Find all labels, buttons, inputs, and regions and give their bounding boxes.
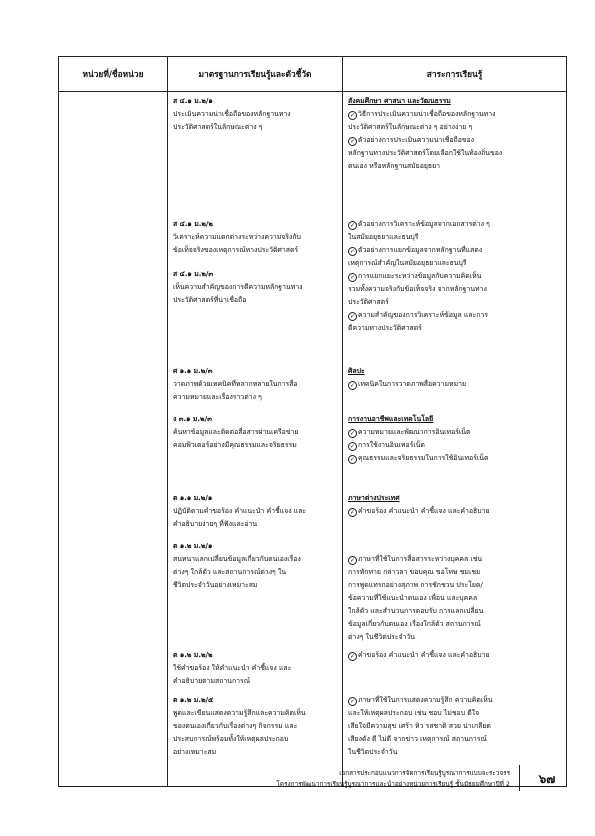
content-group-foreign-language-cont3 <box>348 694 562 759</box>
standard-line: ความหมายและเรื่องราวต่าง ๆ <box>173 393 262 401</box>
unit-cell <box>59 92 168 787</box>
bullet-circle-icon: ✓ <box>349 112 356 119</box>
standard-line: ใช้คำขอร้อง ให้คำแนะนำ คำชี้แจง และ <box>173 664 292 672</box>
standard-code: ต ๑.๒ ม.๒/๕ <box>173 696 214 704</box>
content-heading: สังคมศึกษา ศาสนา และวัฒนธรรม <box>348 97 451 105</box>
bullet-line: ภาษาที่ใช้ในการแสดงความรู้สึก ความคิดเห็น <box>358 696 493 704</box>
footer-line-1: เอกสารประกอบแนวการจัดการเรียนรู้บูรณาการแบบจะระวจรร <box>339 769 510 777</box>
page-footer <box>250 768 510 790</box>
bullet-line: รวมทั้งความจริงกับข้อเท็จจริง จากหลักฐานทาง <box>348 285 487 293</box>
content-group-foreign-language <box>348 492 562 518</box>
standard-line: ประวัติศาสตร์ในลักษณะต่าง ๆ <box>173 123 263 131</box>
standard-item <box>173 649 338 688</box>
bullet-circle-icon: ✓ <box>349 248 356 255</box>
bullet-circle-icon: ✓ <box>349 313 356 320</box>
bullet-line: เสียใจมีความสุข เศร้า หิว รสชาติ สวย น่าเกลียด <box>348 722 491 730</box>
bullet-line: วิธีการประเมินความน่าเชื่อถือของหลักฐานทาง <box>358 110 496 118</box>
standard-code: ส ๔.๑ ม.๒/๑ <box>173 97 213 105</box>
bullet-line: ในชีวิตประจำวัน <box>348 748 398 756</box>
content-bullet <box>348 270 562 283</box>
standard-item <box>173 365 338 404</box>
content-bullet <box>348 426 562 439</box>
standard-line: วิเคราะห์ความแตกต่างระหว่างความจริงกับ <box>173 233 301 241</box>
standard-code: ต ๑.๒ ม.๒/๒ <box>173 651 213 659</box>
bullet-line: ตัวอย่างการวิเคราะห์ข้อมูลจากเอกสารต่าง ๆ <box>358 220 490 228</box>
standard-line: คำอธิบายตามสถานการณ์ <box>173 677 251 685</box>
standard-line: พูดและเขียนแสดงความรู้สึกและความคิดเห็น <box>173 709 306 717</box>
content-group-foreign-language-cont <box>348 553 562 644</box>
standard-code: ต ๑.๑ ม.๒/๑ <box>173 494 213 502</box>
table-body-row <box>59 92 567 787</box>
standard-line: ชีวิตประจำวันอย่างเหมาะสม <box>173 581 258 589</box>
content-bullet <box>348 505 562 518</box>
standard-line: คำอธิบายง่ายๆ ที่ฟังและอ่าน <box>173 520 258 528</box>
content-group-social-cont <box>348 218 562 335</box>
standard-item <box>173 540 338 592</box>
bullet-circle-icon: ✓ <box>349 138 356 145</box>
header-contents: สาระการเรียนรู้ <box>343 57 567 92</box>
bullet-line: และให้เหตุผลประกอบ เช่น ชอบ ไม่ชอบ ดีใจ <box>348 709 480 717</box>
bullet-line: เทคนิคในการวาดภาพสื่อความหมาย <box>358 380 467 388</box>
content-bullet <box>348 244 562 257</box>
content-heading: การงานอาชีพและเทคโนโลยี <box>348 415 434 423</box>
table-header-row <box>59 57 567 92</box>
content-bullet <box>348 452 562 465</box>
footer-line-2: โครงการพัฒนาการเรียนรู้บูรณาการและนำอย่างหน่วยการเรียนรู้ ชั้นมัธยมศึกษาปีที่ 2 <box>276 780 510 788</box>
bullet-line: ประวัติศาสตร์ในลักษณะต่าง ๆ อย่างง่าย ๆ <box>348 123 473 131</box>
bullet-line: ตีความทางประวัติศาสตร์ <box>348 324 422 332</box>
footer-divider <box>519 765 520 791</box>
standard-line: ค้นหาข้อมูลและติดต่อสื่อสารผ่านเครือข่าย <box>173 428 299 436</box>
contents-cell <box>343 92 567 787</box>
bullet-line: ความหมายและพัฒนาการอินเทอร์เน็ต <box>358 428 471 436</box>
content-group-foreign-language-cont2 <box>348 649 562 662</box>
content-heading: ศิลปะ <box>348 367 365 375</box>
bullet-circle-icon: ✓ <box>349 509 356 516</box>
bullet-circle-icon: ✓ <box>349 456 356 463</box>
standard-line: ข้อเท็จจริงของเหตุการณ์ทางประวัติศาสตร์ <box>173 246 299 254</box>
standard-item <box>173 95 338 134</box>
bullet-circle-icon: ✓ <box>349 443 356 450</box>
page-number: ๖๗ <box>538 772 556 786</box>
standard-line: วาดภาพด้วยเทคนิคที่หลากหลายในการสื่อ <box>173 380 298 388</box>
bullet-line: ตัวอย่างการประเมินความน่าเชื่อถือของ <box>358 136 475 144</box>
content-bullet <box>348 694 562 707</box>
bullet-circle-icon: ✓ <box>349 382 356 389</box>
bullet-line: ต่างๆ ในชีวิตประจำวัน <box>348 633 415 641</box>
bullet-line: ตัวอย่างการแยกข้อมูลจากหลักฐานที่แสดง <box>358 246 483 254</box>
bullet-circle-icon: ✓ <box>349 222 356 229</box>
standard-line: ประสบการณ์พร้อมทั้งให้เหตุผลประกอบ <box>173 735 289 743</box>
standard-item <box>173 218 338 257</box>
standards-cell <box>168 92 343 787</box>
standard-line: คอมพิวเตอร์อย่างมีคุณธรรมและจริยธรรม <box>173 441 297 449</box>
content-bullet <box>348 439 562 452</box>
content-bullet <box>348 378 562 391</box>
bullet-circle-icon: ✓ <box>349 274 356 281</box>
standard-item <box>173 268 338 307</box>
bullet-line: ประวัติศาสตร์ <box>348 298 389 306</box>
content-group-technology <box>348 413 562 465</box>
bullet-line: ในสมัยอยุธยาและธนบุรี <box>348 233 419 241</box>
standard-line: ประวัติศาสตร์ที่น่าเชื่อถือ <box>173 296 247 304</box>
bullet-line: หลักฐานทางประวัติศาสตร์โดยเลือกใช้ในท้องถิ่นของ <box>348 149 503 157</box>
standard-code: ต ๑.๒ ม.๒/๑ <box>173 542 213 550</box>
standard-code: ส ๔.๑ ม.๒/๓ <box>173 270 214 278</box>
bullet-line: ข้อความที่ใช้แนะนำตนเอง เพื่อน และบุคคล <box>348 594 478 602</box>
content-bullet <box>348 134 562 147</box>
standard-line: ต่างๆ ใกล้ตัว และสถานการณ์ต่างๆ ใน <box>173 568 287 576</box>
bullet-circle-icon: ✓ <box>349 557 356 564</box>
content-bullet <box>348 218 562 231</box>
standard-item <box>173 492 338 531</box>
bullet-line: ใกล้ตัว และสำนวนการตอบรับ การแลกเปลี่ยน <box>348 607 484 615</box>
content-group-art <box>348 365 562 391</box>
content-bullet <box>348 108 562 121</box>
bullet-circle-icon: ✓ <box>349 653 356 660</box>
bullet-line: เหตุการณ์สำคัญในสมัยอยุธยาและธนบุรี <box>348 259 467 267</box>
bullet-line: คำขอร้อง คำแนะนำ คำชี้แจง และคำอธิบาย <box>358 507 490 515</box>
bullet-circle-icon: ✓ <box>349 430 356 437</box>
content-bullet <box>348 309 562 322</box>
content-heading: ภาษาต่างประเทศ <box>348 494 400 502</box>
bullet-line: คุณธรรมและจริยธรรมในการใช้อินเทอร์เน็ต <box>358 454 489 462</box>
bullet-line: ข้อมูลเกี่ยวกับตนเอง เรื่องใกล้ตัว สถานการณ์ <box>348 620 481 628</box>
content-bullet <box>348 649 562 662</box>
bullet-line: การทักทาย กล่าวลา ขอบคุณ ขอโทษ ชมเชย <box>348 568 481 576</box>
header-standards: มาตรฐานการเรียนรู้และตัวชี้วัด <box>168 57 343 92</box>
bullet-line: การแยกแยะระหว่างข้อมูลกับความคิดเห็น <box>358 272 482 280</box>
bullet-line: การใช้งานอินเทอร์เน็ต <box>358 441 425 449</box>
standard-item <box>173 413 338 452</box>
bullet-line: เสียงดัง ดี ไม่ดี จากข่าว เหตุการณ์ สถานการณ์ <box>348 735 487 743</box>
standard-line: ปฏิบัติตามคำขอร้อง คำแนะนำ คำชี้แจง และ <box>173 507 307 515</box>
standard-line: ของตนเองเกี่ยวกับเรื่องต่างๆ กิจกรรม และ <box>173 722 298 730</box>
bullet-line: ความสำคัญของการวิเคราะห์ข้อมูล และการ <box>358 311 488 319</box>
bullet-line: ตนเอง หรือหลักฐานสมัยอยุธยา <box>348 162 441 170</box>
standard-item <box>173 694 338 759</box>
standard-line: ประเมินความน่าเชื่อถือของหลักฐานทาง <box>173 110 291 118</box>
standard-line: อย่างเหมาะสม <box>173 748 217 756</box>
standard-code: ส ๔.๑ ม.๒/๒ <box>173 220 213 228</box>
bullet-line: ภาษาที่ใช้ในการสื่อสารระหว่างบุคคล เช่น <box>358 555 483 563</box>
header-unit: หน่วยที่/ชื่อหน่วย <box>59 57 168 92</box>
bullet-line: คำขอร้อง คำแนะนำ คำชี้แจง และคำอธิบาย <box>358 651 490 659</box>
curriculum-table <box>58 56 567 787</box>
bullet-circle-icon: ✓ <box>349 698 356 705</box>
content-group-social <box>348 95 562 173</box>
content-bullet <box>348 553 562 566</box>
standard-code: ศ ๑.๑ ม.๒/๓ <box>173 367 213 375</box>
bullet-line: การพูดแทรกอย่างสุภาพ การชักชวน ประโยค/ <box>348 581 483 589</box>
standard-code: ง ๓.๑ ม.๒/๓ <box>173 415 212 423</box>
standard-line: เห็นความสำคัญของการตีความหลักฐานทาง <box>173 283 303 291</box>
standard-line: สนทนาแลกเปลี่ยนข้อมูลเกี่ยวกับตนเองเรื่อง <box>173 555 301 563</box>
